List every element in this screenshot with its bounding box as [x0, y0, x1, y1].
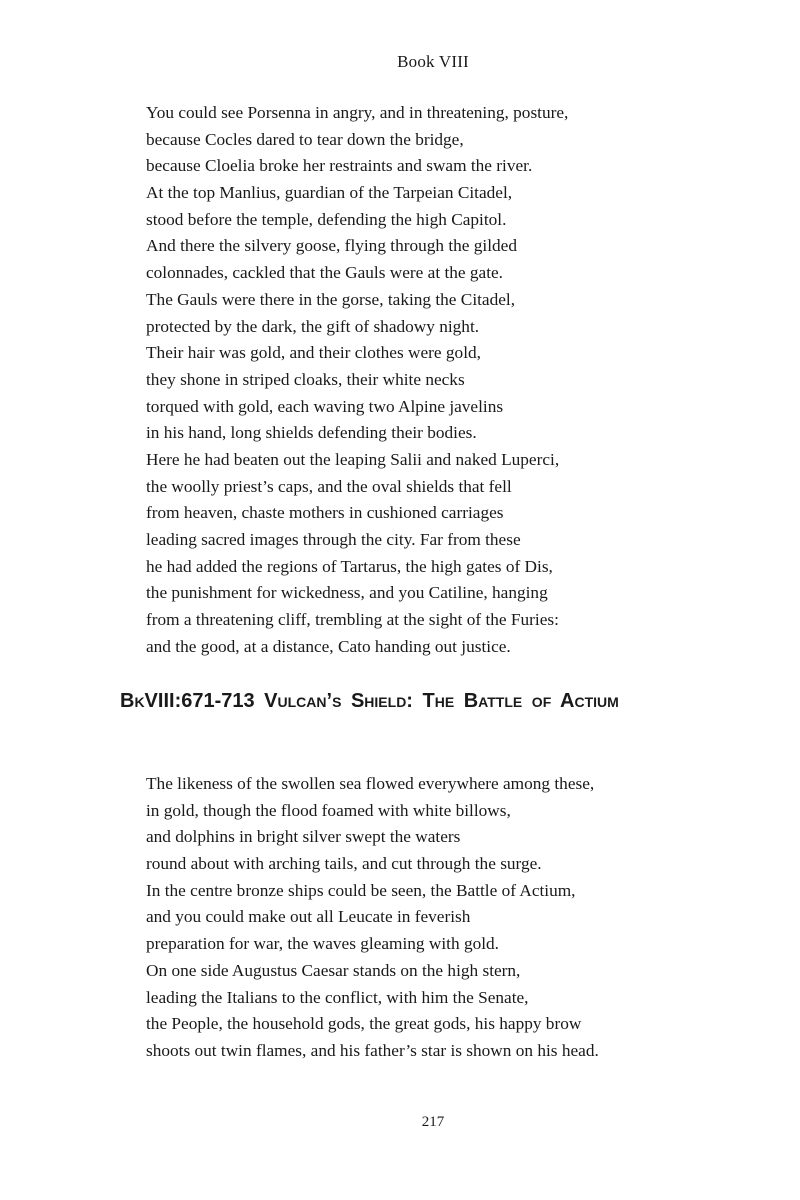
verse-stanza-2 [146, 771, 599, 1065]
verse-line: colonnades, cackled that the Gauls were at the gate. [146, 263, 503, 283]
verse-line: because Cloelia broke her restraints and swam the river. [146, 156, 533, 176]
verse-line: leading the Italians to the conflict, with him the Senate, [146, 987, 529, 1007]
running-head: Book VIII [397, 52, 469, 71]
verse-line: he had added the regions of Tartarus, the high gates of Dis, [146, 556, 553, 576]
verse-line: in his hand, long shields defending their bodies. [146, 423, 477, 443]
verse-line: round about with arching tails, and cut through the surge. [146, 854, 542, 874]
verse-line: and the good, at a distance, Cato handing out justice. [146, 636, 511, 656]
verse-line: in gold, though the flood foamed with white billows, [146, 800, 511, 820]
verse-line: from a threatening cliff, trembling at the sight of the Furies: [146, 610, 559, 630]
verse-line: shoots out twin flames, and his father’s star is shown on his head. [146, 1040, 599, 1060]
verse-line: On one side Augustus Caesar stands on the high stern, [146, 960, 521, 980]
verse-line: because Cocles dared to tear down the bridge, [146, 129, 464, 149]
verse-line: leading sacred images through the city. Far from these [146, 530, 521, 549]
verse-line: protected by the dark, the gift of shadowy night. [146, 316, 480, 336]
verse-line: Here he had beaten out the leaping Salii and naked Luperci, [146, 449, 560, 469]
verse-stanza-1 [146, 100, 568, 660]
verse-line: and you could make out all Leucate in feverish [146, 907, 471, 927]
verse-line: stood before the temple, defending the high Capitol. [146, 209, 507, 229]
verse-line: torqued with gold, each waving two Alpine javelins [146, 396, 504, 416]
verse-line: the woolly priest’s caps, and the oval shields that fell [146, 476, 512, 496]
verse-line: preparation for war, the waves gleaming with gold. [146, 934, 499, 954]
verse-line: they shone in striped cloaks, their white necks [146, 369, 465, 389]
verse-line: from heaven, chaste mothers in cushioned carriages [146, 503, 504, 523]
verse-line: At the top Manlius, guardian of the Tarpeian Citadel, [146, 183, 513, 203]
section-heading: BkVIII:671-713 Vulcan’s Shield: The Battle of Actium [120, 690, 619, 712]
page-number: 217 [421, 1114, 445, 1130]
verse-line: and dolphins in bright silver swept the waters [146, 827, 461, 847]
verse-line: The likeness of the swollen sea flowed everywhere among these, [146, 774, 595, 793]
verse-line: You could see Porsenna in angry, and in threatening, posture, [146, 103, 569, 122]
verse-line: the People, the household gods, the great gods, his happy brow [146, 1014, 582, 1034]
verse-line: The Gauls were there in the gorse, taking the Citadel, [146, 289, 516, 309]
verse-line: Their hair was gold, and their clothes were gold, [146, 343, 481, 363]
verse-line: In the centre bronze ships could be seen, the Battle of Actium, [146, 880, 576, 900]
verse-line: the punishment for wickedness, and you Catiline, hanging [146, 583, 548, 603]
verse-line: And there the silvery goose, flying through the gilded [146, 236, 517, 256]
